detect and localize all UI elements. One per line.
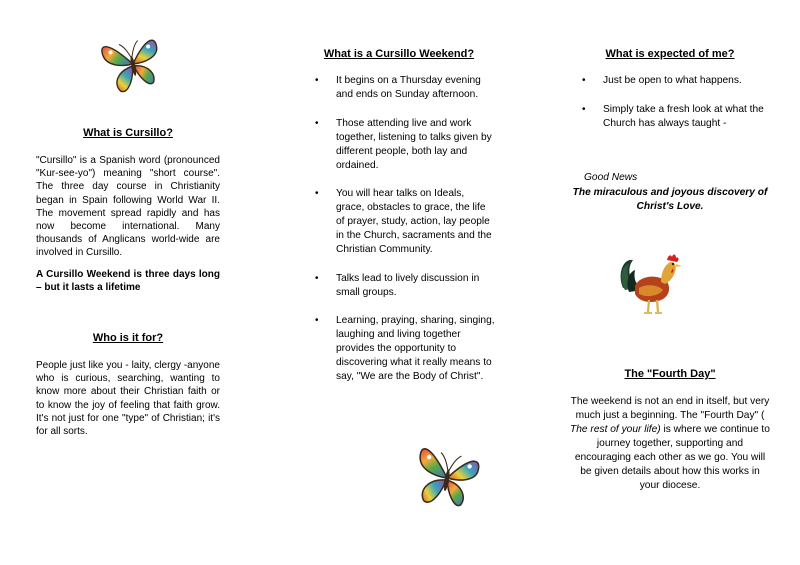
- list-item: • Just be open to what happens.: [570, 74, 770, 88]
- panel-what-is-cursillo: [36, 0, 220, 565]
- panel-what-is-expected: [570, 0, 770, 565]
- heading-what-is-cursillo: What is Cursillo?: [83, 127, 173, 139]
- list-item: • You will hear talks on Ideals, grace, obstacles to grace, the life of prayer, study, action, lay people in the Church, sacraments and the Christian Community.: [303, 187, 495, 257]
- rooster-icon: [615, 250, 689, 322]
- heading-fourth-day: The "Fourth Day": [624, 368, 716, 380]
- heading-who-is-it-for: Who is it for?: [92, 332, 164, 344]
- butterfly-icon: [413, 440, 483, 512]
- list-item: • Simply take a fresh look at what the Church has always taught -: [570, 103, 770, 131]
- paragraph-cursillo-definition: "Cursillo" is a Spanish word (pronounced "Kur-see-yo") meaning "short course". The three day course in Christianity began in Spain following World War II. The movement spread rapidly and has now become international. Many thousands of Anglicans world-wide are involved in Cursillo.: [36, 155, 220, 259]
- paragraph-weekend-emphasis: A Cursillo Weekend is three days long – but it lasts a lifetime: [36, 269, 220, 294]
- heading-cursillo-weekend: What is a Cursillo Weekend?: [323, 48, 475, 60]
- paragraph-fourth-day: The weekend is not an end in itself, but very much just a beginning. The "Fourth Day" ( The rest of your life) is where we continue to journey together, supporting and encouraging each other as we go. You will be given details about how this works in your diocese.: [570, 396, 770, 491]
- paragraph-who-is-it-for: People just like you - laity, clergy -anyone who is curious, searching, wanting to know more about their Christian faith or to know the joy of feeling that faith grow. It's not just for one "type" of Christian; it's for all sorts.: [36, 360, 220, 438]
- good-news-label: Good News: [584, 172, 638, 183]
- expected-bullet-list: [570, 74, 770, 145]
- weekend-bullet-list: [303, 74, 495, 399]
- panel-cursillo-weekend: [303, 0, 495, 565]
- heading-what-is-expected: What is expected of me?: [605, 48, 735, 60]
- discovery-text: The miraculous and joyous discovery of Christ's Love.: [572, 187, 768, 212]
- list-item: • It begins on a Thursday evening and ends on Sunday afternoon.: [303, 74, 495, 102]
- list-item: • Talks lead to lively discussion in small groups.: [303, 272, 495, 300]
- butterfly-icon: [101, 28, 165, 96]
- list-item: • Learning, praying, sharing, singing, laughing and living together provides the opportunity to discovering what it really means to say, "We are the Body of Christ".: [303, 314, 495, 384]
- list-item: • Those attending live and work together, listening to talks given by different people, both lay and ordained.: [303, 117, 495, 173]
